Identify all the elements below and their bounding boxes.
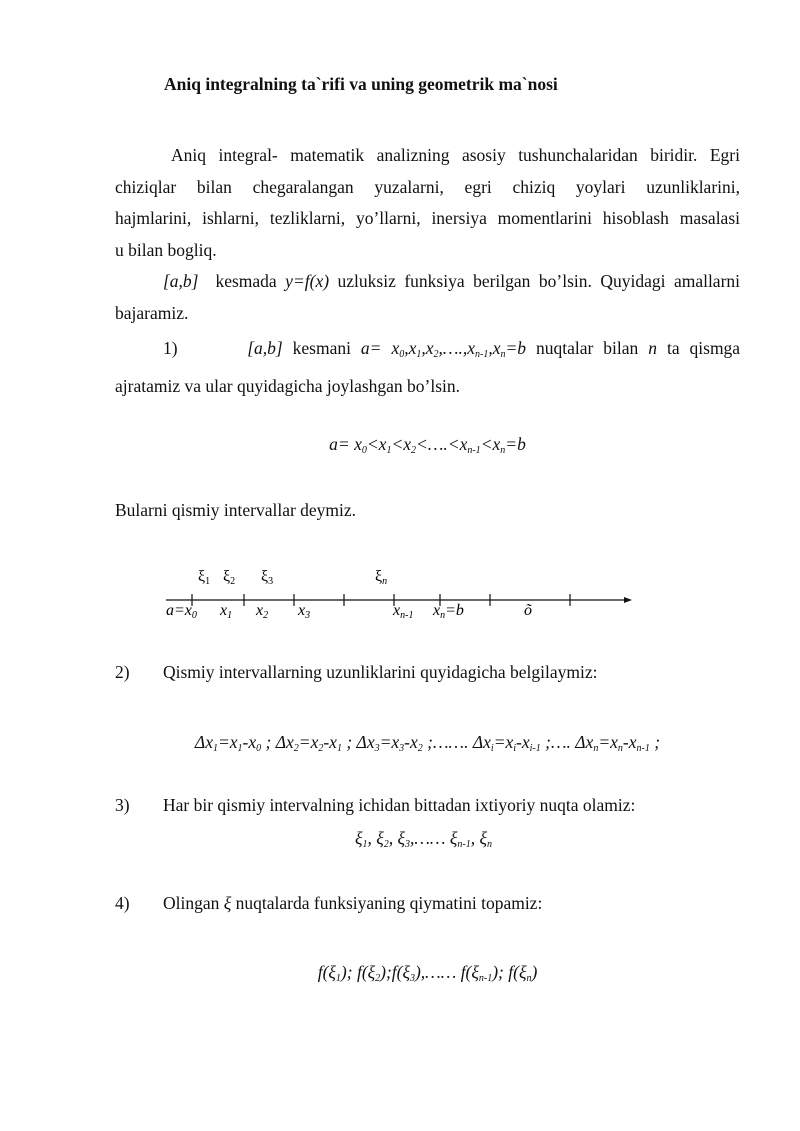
intro-line-4: u bilan bogliq. bbox=[115, 239, 217, 260]
step-1-line-1: 1) [a,b] kesmani $a= x_0,x_1,x_2,\dots.,x_{n-1},x_n=b$ nuqtalar bilan n ta qismga bbox=[163, 338, 741, 360]
axis-arrow-icon bbox=[624, 597, 632, 603]
step-3: 3) Har bir qismiy intervalning ichidan bittadan ixtiyoriy nuqta olamiz: bbox=[115, 795, 636, 815]
xi1-label: ξ1 bbox=[198, 568, 211, 587]
setup-line-1: [a,b] kesmada y=f(x) uzluksiz funksiya berilgan bo’lsin. Quyidagi amallarni bbox=[163, 271, 741, 291]
setup-paragraph bbox=[115, 266, 740, 329]
label-x1: x1 bbox=[220, 602, 233, 621]
label-xn-b: xn=b bbox=[433, 602, 464, 621]
xi3-label: ξ3 bbox=[261, 568, 274, 587]
setup-line-2: bajaramiz. bbox=[115, 302, 189, 323]
intro-line-2: chiziqlar bilan chegaralangan yuzalarni, egri chiziq yoylari uzunliklarini, bbox=[115, 176, 740, 197]
xi2-label: ξ2 bbox=[223, 568, 236, 587]
label-xn1: xn-1 bbox=[393, 602, 414, 621]
intro-paragraph bbox=[115, 140, 740, 266]
page-title: Aniq integralning ta`rifi va uning geometrik ma`nosi bbox=[164, 74, 558, 94]
label-x3: x3 bbox=[298, 602, 311, 621]
label-axis-x: õ bbox=[524, 602, 532, 619]
step-4: 4) Olingan ξ nuqtalarda funksiyaning qiymatini topamiz: bbox=[115, 893, 543, 913]
inequality-formula: $a= x_0<x_1<x_2<\dots.<x_{n-1}<x_n=b$ bbox=[329, 434, 526, 456]
xi-points-list: $\xi_1$, $\xi_2$, $\xi_3,\dots\dots$ $\xi_{n-1}$, $\xi_n$ bbox=[355, 828, 492, 850]
step-1 bbox=[115, 333, 740, 402]
number-line-diagram bbox=[150, 555, 650, 635]
step-2: 2) Qismiy intervallarning uzunliklarini quyidagicha belgilaymiz: bbox=[115, 662, 598, 682]
label-x2: x2 bbox=[256, 602, 269, 621]
label-a-x0: a=x0 bbox=[166, 602, 197, 621]
intro-line-1: Aniq integral- matematik analizning asosiy tushunchalaridan biridir. Egri bbox=[171, 145, 740, 165]
function-values: $f(\xi_1)$; $f(\xi_2);f(\xi_3),\dots\dots$ $f(\xi_{n-1})$; $f(\xi_n)$ bbox=[317, 962, 538, 984]
delta-formulas: $\Delta x_1=x_1-x_0$ ; $\Delta x_2=x_2-x_1$ ; $\Delta x_3=x_3-x_2$ ;……. $\Delta x_i=x_i-x_{i-1}$ ;…. $\Delta x_n=x_n-x_{n-1}$ ; bbox=[194, 732, 661, 754]
step-1-line-2: ajratamiz va ular quyidagicha joylashgan bo’lsin. bbox=[115, 375, 461, 396]
xin-label: ξn bbox=[375, 568, 388, 587]
subintervals-text: Bularni qismiy intervallar deymiz. bbox=[115, 500, 357, 520]
intro-line-3: hajmlarini, ishlarni, tezliklarni, yo’llarni, inersiya momentlarini hisoblash masalasi bbox=[115, 208, 740, 228]
